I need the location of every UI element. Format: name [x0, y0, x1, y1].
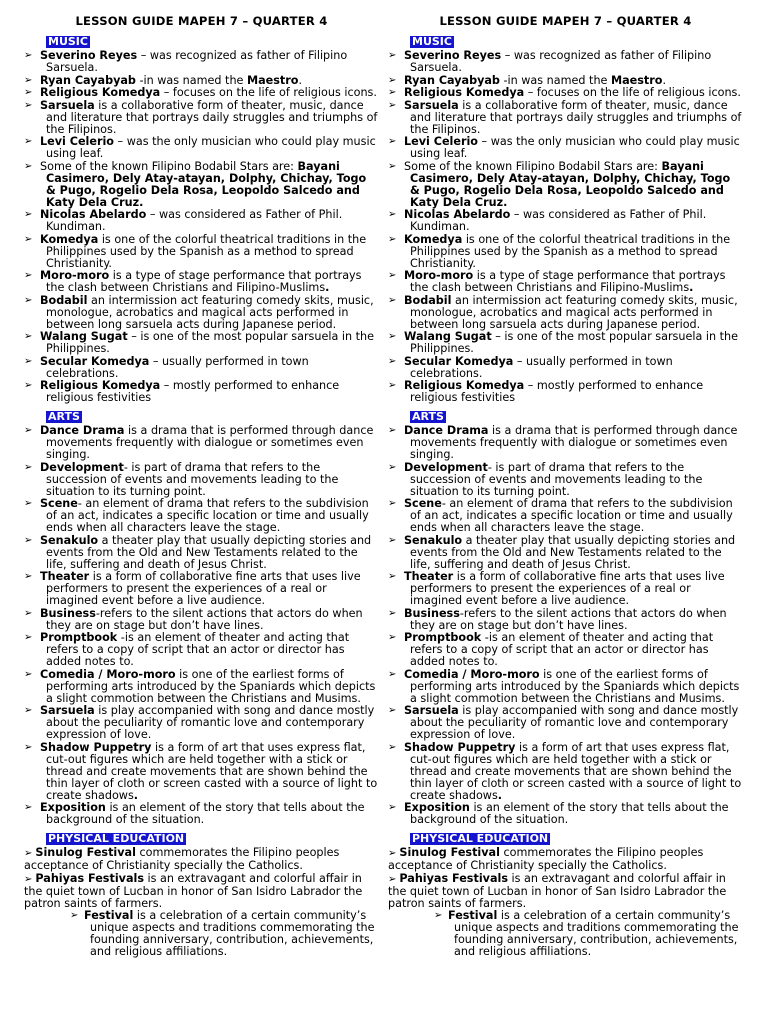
arrow-bullet-icon: ➢: [388, 87, 397, 98]
item-term: Bodabil: [404, 293, 452, 307]
item-description: -in was named the: [499, 73, 611, 87]
list-item: [24, 847, 379, 872]
item-term: Scene: [404, 497, 442, 510]
arrow-bullet-icon: ➢: [24, 87, 33, 98]
bullet-list: [388, 425, 743, 826]
item-text: [40, 705, 379, 741]
item-description: is a drama that is performed through dance movements frequently with dialogue or sometimes even singing.: [46, 424, 374, 461]
list-item: [24, 50, 379, 74]
item-description: – usually performed in town celebrations.: [410, 354, 673, 380]
item-text: [404, 331, 743, 355]
item-text: [40, 608, 379, 632]
arrow-bullet-icon: ➢: [24, 741, 33, 753]
item-description: is one of the colorful theatrical traditions in the Philippines used by the Spanish as a method to spread Christianity.: [46, 232, 367, 270]
list-item: [24, 331, 379, 355]
item-description: is play accompanied with song and dance mostly about the peculiarity of romantic love and contemporary expression of love.: [46, 704, 375, 741]
item-text: [404, 161, 743, 209]
item-text: [404, 356, 743, 380]
list-item: [388, 608, 743, 632]
item-text: [40, 632, 379, 668]
item-description: - is part of drama that refers to the succession of events and movements leading to the situation to its turning point.: [410, 460, 703, 498]
list-item: [388, 742, 743, 802]
item-text: [40, 535, 379, 571]
list-item: [388, 632, 743, 668]
item-description: – mostly performed to enhance religious festivities: [410, 379, 704, 404]
arrow-bullet-icon: ➢: [388, 873, 397, 885]
item-description: - is part of drama that refers to the succession of events and movements leading to the situation to its turning point.: [46, 460, 339, 498]
section-heading: [46, 405, 379, 424]
section-tag: PHYSICAL EDUCATION: [48, 832, 185, 845]
item-prefix: Some of the known Filipino Bodabil Stars are:: [404, 159, 662, 173]
item-description: a theater play that usually depicting stories and events from the Old and New Testaments related to the life, suffering and death of Jesus Christ.: [46, 533, 372, 571]
arrow-bullet-icon: ➢: [24, 498, 33, 509]
item-text: [404, 87, 743, 99]
item-text: [40, 87, 379, 99]
item-description: – is one of the most popular sarsuela in the Philippines.: [46, 330, 374, 355]
item-term: Walang Sugat: [40, 330, 128, 343]
item-description: – was recognized as father of Filipino Sarsuela.: [46, 49, 348, 74]
item-term: Dance Drama: [404, 424, 489, 437]
arrow-bullet-icon: ➢: [388, 741, 397, 753]
item-term: Comedia / Moro-moro: [40, 667, 176, 681]
list-item: [24, 161, 379, 209]
item-description: is a form of collaborative fine arts that uses live performers to present the experiences of a real or imagined event before a live audience.: [46, 570, 361, 607]
arrow-bullet-icon: ➢: [388, 233, 397, 245]
item-term: Theater: [404, 570, 454, 583]
list-item: [388, 50, 743, 74]
item-text: [40, 425, 379, 461]
arrow-bullet-icon: ➢: [388, 571, 397, 582]
item-description: is a type of stage performance that portrays the clash between Christians and Filipino-Muslims: [410, 269, 726, 294]
list-item: [24, 535, 379, 571]
list-item: [388, 873, 743, 910]
item-description: – focuses on the life of religious icons.: [160, 86, 377, 99]
list-item: [388, 847, 743, 872]
item-description: is an element of the story that tells about the background of the situation.: [46, 801, 365, 826]
item-description: is one of the colorful theatrical traditions in the Philippines used by the Spanish as a method to spread Christianity.: [410, 232, 731, 270]
list-item: [24, 136, 379, 160]
item-term: Religious Komedya: [40, 379, 161, 392]
arrow-bullet-icon: ➢: [388, 294, 397, 306]
item-description: a theater play that usually depicting stories and events from the Old and New Testaments related to the life, suffering and death of Jesus Christ.: [410, 533, 736, 571]
item-description: -refers to the silent actions that actors do when they are on stage but don’t have lines.: [410, 606, 727, 632]
item-text: [40, 462, 379, 498]
item-text: [404, 535, 743, 571]
arrow-bullet-icon: ➢: [388, 498, 397, 509]
bullet-list: [388, 50, 743, 404]
list-item: [24, 669, 379, 705]
bullet-list: [24, 50, 379, 404]
bullet-list: [24, 425, 379, 826]
arrow-bullet-icon: ➢: [24, 873, 33, 885]
item-text: [404, 234, 743, 270]
item-text: [404, 742, 743, 802]
list-item: [388, 161, 743, 209]
item-text: [40, 380, 379, 404]
arrow-bullet-icon: ➢: [388, 632, 397, 643]
list-item: [388, 100, 743, 136]
item-term: Pahiyas Festivals: [35, 871, 144, 885]
list-item: [388, 571, 743, 607]
list-item: [388, 75, 743, 87]
item-text: [40, 295, 379, 331]
item-term: Religious Komedya: [404, 379, 525, 392]
arrow-bullet-icon: ➢: [388, 331, 397, 342]
list-item: [24, 425, 379, 461]
item-description: is an element of the story that tells about the background of the situation.: [410, 801, 729, 826]
item-term-2: Maestro: [246, 73, 299, 87]
section-heading: [46, 827, 379, 846]
item-term: Severino Reyes: [404, 49, 502, 62]
item-text: [404, 802, 743, 826]
arrow-bullet-icon: ➢: [24, 209, 33, 220]
sub-list-item: [24, 910, 379, 958]
page-title: LESSON GUIDE MAPEH 7 – QUARTER 4: [75, 14, 328, 28]
item-term: Secular Komedya: [404, 354, 514, 368]
item-term: Levi Celerio: [404, 135, 478, 148]
item-description: – was considered as Father of Phil. Kundiman.: [410, 208, 707, 233]
arrow-bullet-icon: ➢: [24, 705, 33, 716]
item-term: Shadow Puppetry: [40, 740, 152, 754]
arrow-bullet-icon: ➢: [24, 355, 33, 367]
item-text: [40, 498, 379, 534]
arrow-bullet-icon: ➢: [24, 461, 33, 473]
item-description: is a drama that is performed through dance movements frequently with dialogue or sometimes even singing.: [410, 424, 738, 461]
item-term: Sarsuela: [404, 704, 459, 717]
item-description: is a type of stage performance that portrays the clash between Christians and Filipino-Muslims: [46, 269, 362, 294]
item-description: is a celebration of a certain community’s unique aspects and traditions commemorating the founding anniversary, contribution, achievements, and religious affiliations.: [454, 909, 739, 958]
list-item: [388, 209, 743, 233]
item-text: [40, 136, 379, 160]
item-description: is a form of art that uses express flat, cut-out figures which are held together with a stick or thread and create movements that are shown behind the thin layer of cloth or screen casted with a source of light to create shadows: [46, 740, 378, 802]
item-term-2: .: [689, 281, 694, 294]
item-term: Ryan Cayabyab: [40, 73, 136, 87]
item-description: an intermission act featuring comedy skits, music, monologue, acrobatics and magical acts performed in between long sarsuela acts during Japanese period.: [410, 293, 738, 331]
arrow-bullet-icon: ➢: [24, 99, 33, 111]
item-term-2: .: [325, 281, 330, 294]
list-item: [24, 75, 379, 87]
item-text: [40, 669, 379, 705]
list-item: [388, 87, 743, 99]
arrow-bullet-icon: ➢: [388, 50, 397, 61]
arrow-bullet-icon: ➢: [24, 74, 33, 86]
list-item: [24, 608, 379, 632]
arrow-bullet-icon: ➢: [24, 534, 33, 546]
item-prefix: Some of the known Filipino Bodabil Stars are:: [40, 159, 298, 173]
item-description: is play accompanied with song and dance mostly about the peculiarity of romantic love and contemporary expression of love.: [410, 704, 739, 741]
arrow-bullet-icon: ➢: [388, 848, 397, 859]
item-description: commemorates the Filipino peoples acceptance of Christianity specially the Catholics.: [388, 846, 704, 872]
list-item: [24, 802, 379, 826]
section-tag: MUSIC: [412, 35, 452, 48]
arrow-bullet-icon: ➢: [388, 136, 397, 147]
item-text: [404, 425, 743, 461]
arrow-bullet-icon: ➢: [388, 270, 397, 281]
item-description: -in was named the: [135, 73, 247, 87]
item-description: is one of the earliest forms of performing arts introduced by the Spaniards which depicts a slight commotion between the Christians and Musims.: [410, 667, 740, 705]
item-text: [404, 75, 743, 87]
item-term: Bayani Casimero, Dely Atay-atayan, Dolphy, Chichay, Togo & Pugo, Rogelio Dela Rosa, Leopoldo Salcedo and Katy Dela Cruz.: [410, 159, 731, 209]
pe-section: [388, 827, 743, 958]
arrow-bullet-icon: ➢: [388, 705, 397, 716]
item-text: [40, 50, 379, 74]
item-term: Bodabil: [40, 293, 88, 307]
item-text: [40, 234, 379, 270]
item-description: -is an element of theater and acting that refers to a copy of script that an actor or director has added notes to.: [410, 631, 714, 668]
item-description: – was considered as Father of Phil. Kundiman.: [46, 208, 343, 233]
arrow-bullet-icon: ➢: [24, 632, 33, 643]
arrow-bullet-icon: ➢: [388, 380, 397, 391]
arrow-bullet-icon: ➢: [24, 607, 33, 619]
list-item: [24, 632, 379, 668]
list-item: [24, 742, 379, 802]
list-item: [24, 295, 379, 331]
list-item: [388, 380, 743, 404]
section-tag: MUSIC: [48, 35, 88, 48]
arrow-bullet-icon: ➢: [388, 355, 397, 367]
item-term: Festival: [84, 909, 134, 922]
item-term: Theater: [40, 570, 90, 583]
list-item: [24, 705, 379, 741]
section-tag: PHYSICAL EDUCATION: [412, 832, 549, 845]
item-description: -is an element of theater and acting that refers to a copy of script that an actor or director has added notes to.: [46, 631, 350, 668]
item-text: [404, 669, 743, 705]
item-term: Scene: [40, 497, 78, 510]
section-tag: ARTS: [412, 410, 444, 423]
item-term: Moro-moro: [404, 269, 474, 282]
item-description: – is one of the most popular sarsuela in the Philippines.: [410, 330, 738, 355]
item-description: commemorates the Filipino peoples acceptance of Christianity specially the Catholics.: [24, 846, 340, 872]
item-text: [40, 571, 379, 607]
arrow-bullet-icon: ➢: [24, 380, 33, 391]
list-item: [388, 295, 743, 331]
item-text: [404, 632, 743, 668]
list-item: [24, 462, 379, 498]
section-tag: ARTS: [48, 410, 80, 423]
arrow-bullet-icon: ➢: [388, 160, 397, 172]
item-term: Sarsuela: [404, 98, 459, 112]
item-text: [40, 209, 379, 233]
item-term: Sinulog Festival: [35, 846, 136, 859]
item-term: Pahiyas Festivals: [399, 871, 508, 885]
item-description: is an extravagant and colorful affair in the quiet town of Lucban in honor of San Isidro Labrador the patron saints of farmers.: [24, 871, 363, 910]
arrow-bullet-icon: ➢: [70, 910, 79, 921]
item-text: [404, 608, 743, 632]
item-text: [404, 100, 743, 136]
arrow-bullet-icon: ➢: [388, 74, 397, 86]
arrow-bullet-icon: ➢: [434, 910, 443, 921]
item-description: is one of the earliest forms of performing arts introduced by the Spaniards which depicts a slight commotion between the Christians and Musims.: [46, 667, 376, 705]
arrow-bullet-icon: ➢: [388, 461, 397, 473]
arrow-bullet-icon: ➢: [24, 425, 33, 436]
item-term: Business: [40, 606, 96, 620]
list-item: [388, 234, 743, 270]
list-item: [388, 462, 743, 498]
item-term: Ryan Cayabyab: [404, 73, 500, 87]
item-description: – usually performed in town celebrations.: [46, 354, 309, 380]
arrow-bullet-icon: ➢: [24, 233, 33, 245]
arrow-bullet-icon: ➢: [24, 331, 33, 342]
item-term: Religious Komedya: [404, 86, 525, 99]
left-column: [24, 14, 379, 958]
item-description: -refers to the silent actions that actors do when they are on stage but don’t have lines.: [46, 606, 363, 632]
list-item: [24, 270, 379, 294]
item-description: - an element of drama that refers to the subdivision of an act, indicates a specific location or time and usually ends when all characters leave the stage.: [46, 497, 369, 534]
item-term: Sinulog Festival: [399, 846, 500, 859]
item-description: – focuses on the life of religious icons.: [524, 86, 741, 99]
item-text: [40, 100, 379, 136]
arrow-bullet-icon: ➢: [388, 425, 397, 436]
list-item: [24, 356, 379, 380]
item-text: [404, 50, 743, 74]
item-term: Comedia / Moro-moro: [404, 667, 540, 681]
item-text: [40, 356, 379, 380]
item-text: [404, 571, 743, 607]
arrow-bullet-icon: ➢: [24, 802, 33, 813]
arrow-bullet-icon: ➢: [388, 802, 397, 813]
item-term: Sarsuela: [40, 98, 95, 112]
item-term: Business: [404, 606, 460, 620]
item-term: Nicolas Abelardo: [404, 208, 511, 221]
item-term: Exposition: [404, 801, 470, 814]
item-description: an intermission act featuring comedy skits, music, monologue, acrobatics and magical acts performed in between long sarsuela acts during Japanese period.: [46, 293, 374, 331]
list-item: [24, 498, 379, 534]
item-description: is a form of collaborative fine arts that uses live performers to present the experiences of a real or imagined event before a live audience.: [410, 570, 725, 607]
item-text: [404, 380, 743, 404]
list-item: [388, 535, 743, 571]
item-term: Secular Komedya: [40, 354, 150, 368]
item-text: [40, 331, 379, 355]
sub-list-item: [388, 910, 743, 958]
list-item: [24, 873, 379, 910]
item-term: Nicolas Abelardo: [40, 208, 147, 221]
list-item: [388, 498, 743, 534]
list-item: [388, 802, 743, 826]
item-text: [404, 270, 743, 294]
item-term: Moro-moro: [40, 269, 110, 282]
arrow-bullet-icon: ➢: [388, 99, 397, 111]
item-description: is a collaborative form of theater, music, dance and literature that portrays daily struggles and triumphs of the Filipinos.: [46, 98, 378, 136]
item-term-2: Maestro: [610, 73, 663, 87]
list-item: [388, 136, 743, 160]
list-item: [388, 270, 743, 294]
item-description: – was the only musician who could play music using leaf.: [410, 135, 740, 160]
item-term: Festival: [448, 909, 498, 922]
list-item: [24, 209, 379, 233]
arrow-bullet-icon: ➢: [24, 294, 33, 306]
section-heading: [410, 30, 743, 49]
arrow-bullet-icon: ➢: [24, 571, 33, 582]
list-item: [24, 234, 379, 270]
item-term: Senakulo: [40, 533, 99, 547]
item-text: [40, 270, 379, 294]
arrow-bullet-icon: ➢: [388, 209, 397, 220]
right-column: [388, 14, 743, 958]
item-text: [40, 802, 379, 826]
item-term-2: .: [497, 788, 503, 802]
item-term: Bayani Casimero, Dely Atay-atayan, Dolphy, Chichay, Togo & Pugo, Rogelio Dela Rosa, Leopoldo Salcedo and Katy Dela Cruz.: [46, 159, 367, 209]
item-description-2: .: [662, 73, 667, 87]
item-text: [404, 136, 743, 160]
section-heading: [410, 827, 743, 846]
list-item: [388, 356, 743, 380]
item-text: [404, 462, 743, 498]
item-text: [448, 910, 743, 958]
arrow-bullet-icon: ➢: [24, 668, 33, 680]
arrow-bullet-icon: ➢: [24, 270, 33, 281]
item-term: Walang Sugat: [404, 330, 492, 343]
item-description: is a collaborative form of theater, music, dance and literature that portrays daily struggles and triumphs of the Filipinos.: [410, 98, 742, 136]
item-description: – was the only musician who could play music using leaf.: [46, 135, 376, 160]
item-description: – mostly performed to enhance religious festivities: [46, 379, 340, 404]
arrow-bullet-icon: ➢: [24, 50, 33, 61]
item-term: Promptbook: [40, 631, 118, 644]
arrow-bullet-icon: ➢: [24, 136, 33, 147]
list-item: [388, 705, 743, 741]
list-item: [388, 331, 743, 355]
arrow-bullet-icon: ➢: [388, 668, 397, 680]
item-text: [40, 742, 379, 802]
item-term: Religious Komedya: [40, 86, 161, 99]
item-term: Komedya: [40, 232, 99, 246]
item-term: Exposition: [40, 801, 106, 814]
item-term: Development: [404, 460, 488, 474]
item-text: [404, 705, 743, 741]
item-term: Komedya: [404, 232, 463, 246]
section-heading: [46, 30, 379, 49]
item-description-2: .: [298, 73, 303, 87]
item-text: [404, 209, 743, 233]
item-term: Promptbook: [404, 631, 482, 644]
arrow-bullet-icon: ➢: [24, 848, 33, 859]
item-term: Sarsuela: [40, 704, 95, 717]
arrow-bullet-icon: ➢: [388, 607, 397, 619]
item-term: Severino Reyes: [40, 49, 138, 62]
arrow-bullet-icon: ➢: [388, 534, 397, 546]
item-term: Shadow Puppetry: [404, 740, 516, 754]
item-description: - an element of drama that refers to the subdivision of an act, indicates a specific location or time and usually ends when all characters leave the stage.: [410, 497, 733, 534]
list-item: [24, 100, 379, 136]
item-term: Development: [40, 460, 124, 474]
item-term: Senakulo: [404, 533, 463, 547]
item-term: Levi Celerio: [40, 135, 114, 148]
list-item: [24, 571, 379, 607]
list-item: [388, 425, 743, 461]
item-description: is a form of art that uses express flat, cut-out figures which are held together with a stick or thread and create movements that are shown behind the thin layer of cloth or screen casted with a source of light to create shadows: [410, 740, 742, 802]
item-text: [404, 498, 743, 534]
pe-section: [24, 827, 379, 958]
item-description: is an extravagant and colorful affair in the quiet town of Lucban in honor of San Isidro Labrador the patron saints of farmers.: [388, 871, 727, 910]
item-text: [404, 295, 743, 331]
list-item: [24, 87, 379, 99]
item-text: [40, 161, 379, 209]
item-description: – was recognized as father of Filipino Sarsuela.: [410, 49, 712, 74]
item-text: [40, 75, 379, 87]
item-description: is a celebration of a certain community’s unique aspects and traditions commemorating the founding anniversary, contribution, achievements, and religious affiliations.: [90, 909, 375, 958]
arrow-bullet-icon: ➢: [24, 160, 33, 172]
page-title: LESSON GUIDE MAPEH 7 – QUARTER 4: [439, 14, 692, 28]
section-heading: [410, 405, 743, 424]
list-item: [388, 669, 743, 705]
item-text: [84, 910, 379, 958]
list-item: [24, 380, 379, 404]
item-term-2: .: [133, 788, 139, 802]
item-term: Dance Drama: [40, 424, 125, 437]
